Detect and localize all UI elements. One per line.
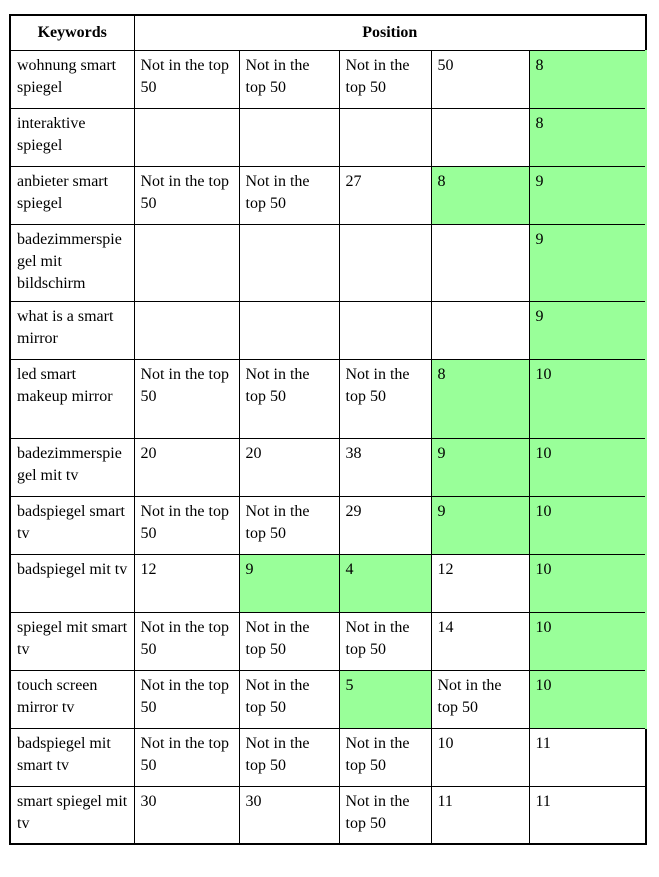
keyword-cell: badspiegel mit tv <box>10 554 134 612</box>
position-cell: Not in the top 50 <box>239 50 339 108</box>
table-row <box>10 50 646 108</box>
position-cell: Not in the top 50 <box>239 612 339 670</box>
table-row <box>10 301 646 359</box>
position-cell: 14 <box>431 612 529 670</box>
position-cell: 11 <box>431 786 529 844</box>
position-cell: Not in the top 50 <box>134 496 239 554</box>
position-cell <box>134 108 239 166</box>
position-cell: Not in the top 50 <box>134 670 239 728</box>
position-cell <box>431 108 529 166</box>
keyword-cell: badspiegel mit smart tv <box>10 728 134 786</box>
position-cell: 9 <box>239 554 339 612</box>
keyword-cell: badezimmerspiegel mit bildschirm <box>10 224 134 301</box>
table-row <box>10 554 646 612</box>
position-cell: 11 <box>529 728 646 786</box>
position-cell: 12 <box>431 554 529 612</box>
results-table <box>9 14 647 845</box>
table-row <box>10 224 646 301</box>
keyword-cell: badezimmerspiegel mit tv <box>10 438 134 496</box>
position-cell <box>239 301 339 359</box>
position-cell: Not in the top 50 <box>339 612 431 670</box>
table-row <box>10 728 646 786</box>
position-cell: Not in the top 50 <box>431 670 529 728</box>
position-cell: Not in the top 50 <box>239 496 339 554</box>
table-row <box>10 438 646 496</box>
position-cell: 10 <box>529 670 646 728</box>
position-cell: 12 <box>134 554 239 612</box>
table-row <box>10 359 646 438</box>
table-header-row <box>10 15 646 50</box>
position-cell <box>339 301 431 359</box>
position-cell <box>431 301 529 359</box>
position-cell: Not in the top 50 <box>134 50 239 108</box>
position-cell: 9 <box>529 301 646 359</box>
keyword-cell: touch screen mirror tv <box>10 670 134 728</box>
position-cell: 10 <box>529 554 646 612</box>
position-cell: 20 <box>239 438 339 496</box>
position-cell: 9 <box>529 224 646 301</box>
position-cell: Not in the top 50 <box>339 50 431 108</box>
position-cell: 50 <box>431 50 529 108</box>
position-cell <box>134 301 239 359</box>
position-cell: 38 <box>339 438 431 496</box>
position-cell: 30 <box>239 786 339 844</box>
position-cell: 10 <box>529 612 646 670</box>
position-cell <box>239 224 339 301</box>
position-header-cell: Position <box>134 15 646 50</box>
keyword-cell: spiegel mit smart tv <box>10 612 134 670</box>
position-cell: Not in the top 50 <box>134 728 239 786</box>
table-row <box>10 786 646 844</box>
position-cell: Not in the top 50 <box>134 359 239 438</box>
table-body <box>10 50 646 844</box>
position-cell: 8 <box>529 108 646 166</box>
position-cell <box>339 224 431 301</box>
position-cell: 9 <box>529 166 646 224</box>
position-cell: 11 <box>529 786 646 844</box>
position-cell: Not in the top 50 <box>134 166 239 224</box>
position-cell <box>134 224 239 301</box>
position-cell: Not in the top 50 <box>339 786 431 844</box>
position-cell: 9 <box>431 438 529 496</box>
position-cell: 30 <box>134 786 239 844</box>
position-cell: 8 <box>529 50 646 108</box>
position-cell <box>339 108 431 166</box>
position-cell: 10 <box>431 728 529 786</box>
table-row <box>10 670 646 728</box>
position-cell: 27 <box>339 166 431 224</box>
table-row <box>10 612 646 670</box>
position-cell <box>239 108 339 166</box>
position-cell: 10 <box>529 359 646 438</box>
position-cell: 20 <box>134 438 239 496</box>
position-cell: Not in the top 50 <box>239 670 339 728</box>
position-cell: Not in the top 50 <box>339 359 431 438</box>
position-cell: 9 <box>431 496 529 554</box>
keyword-cell: interaktive spiegel <box>10 108 134 166</box>
table-row <box>10 108 646 166</box>
position-cell <box>431 224 529 301</box>
position-cell: Not in the top 50 <box>239 166 339 224</box>
position-cell: 5 <box>339 670 431 728</box>
table-row <box>10 166 646 224</box>
position-cell: Not in the top 50 <box>339 728 431 786</box>
keyword-cell: led smart makeup mirror <box>10 359 134 438</box>
position-cell: Not in the top 50 <box>239 359 339 438</box>
position-cell: 8 <box>431 359 529 438</box>
position-cell: 8 <box>431 166 529 224</box>
keyword-cell: badspiegel smart tv <box>10 496 134 554</box>
position-cell: 10 <box>529 496 646 554</box>
position-cell: 10 <box>529 438 646 496</box>
table-row <box>10 496 646 554</box>
position-cell: 4 <box>339 554 431 612</box>
keyword-cell: anbieter smart spiegel <box>10 166 134 224</box>
position-cell: Not in the top 50 <box>134 612 239 670</box>
keyword-cell: wohnung smart spiegel <box>10 50 134 108</box>
keyword-cell: what is a smart mirror <box>10 301 134 359</box>
position-cell: Not in the top 50 <box>239 728 339 786</box>
keyword-cell: smart spiegel mit tv <box>10 786 134 844</box>
keywords-header-cell: Keywords <box>10 15 134 50</box>
position-cell: 29 <box>339 496 431 554</box>
